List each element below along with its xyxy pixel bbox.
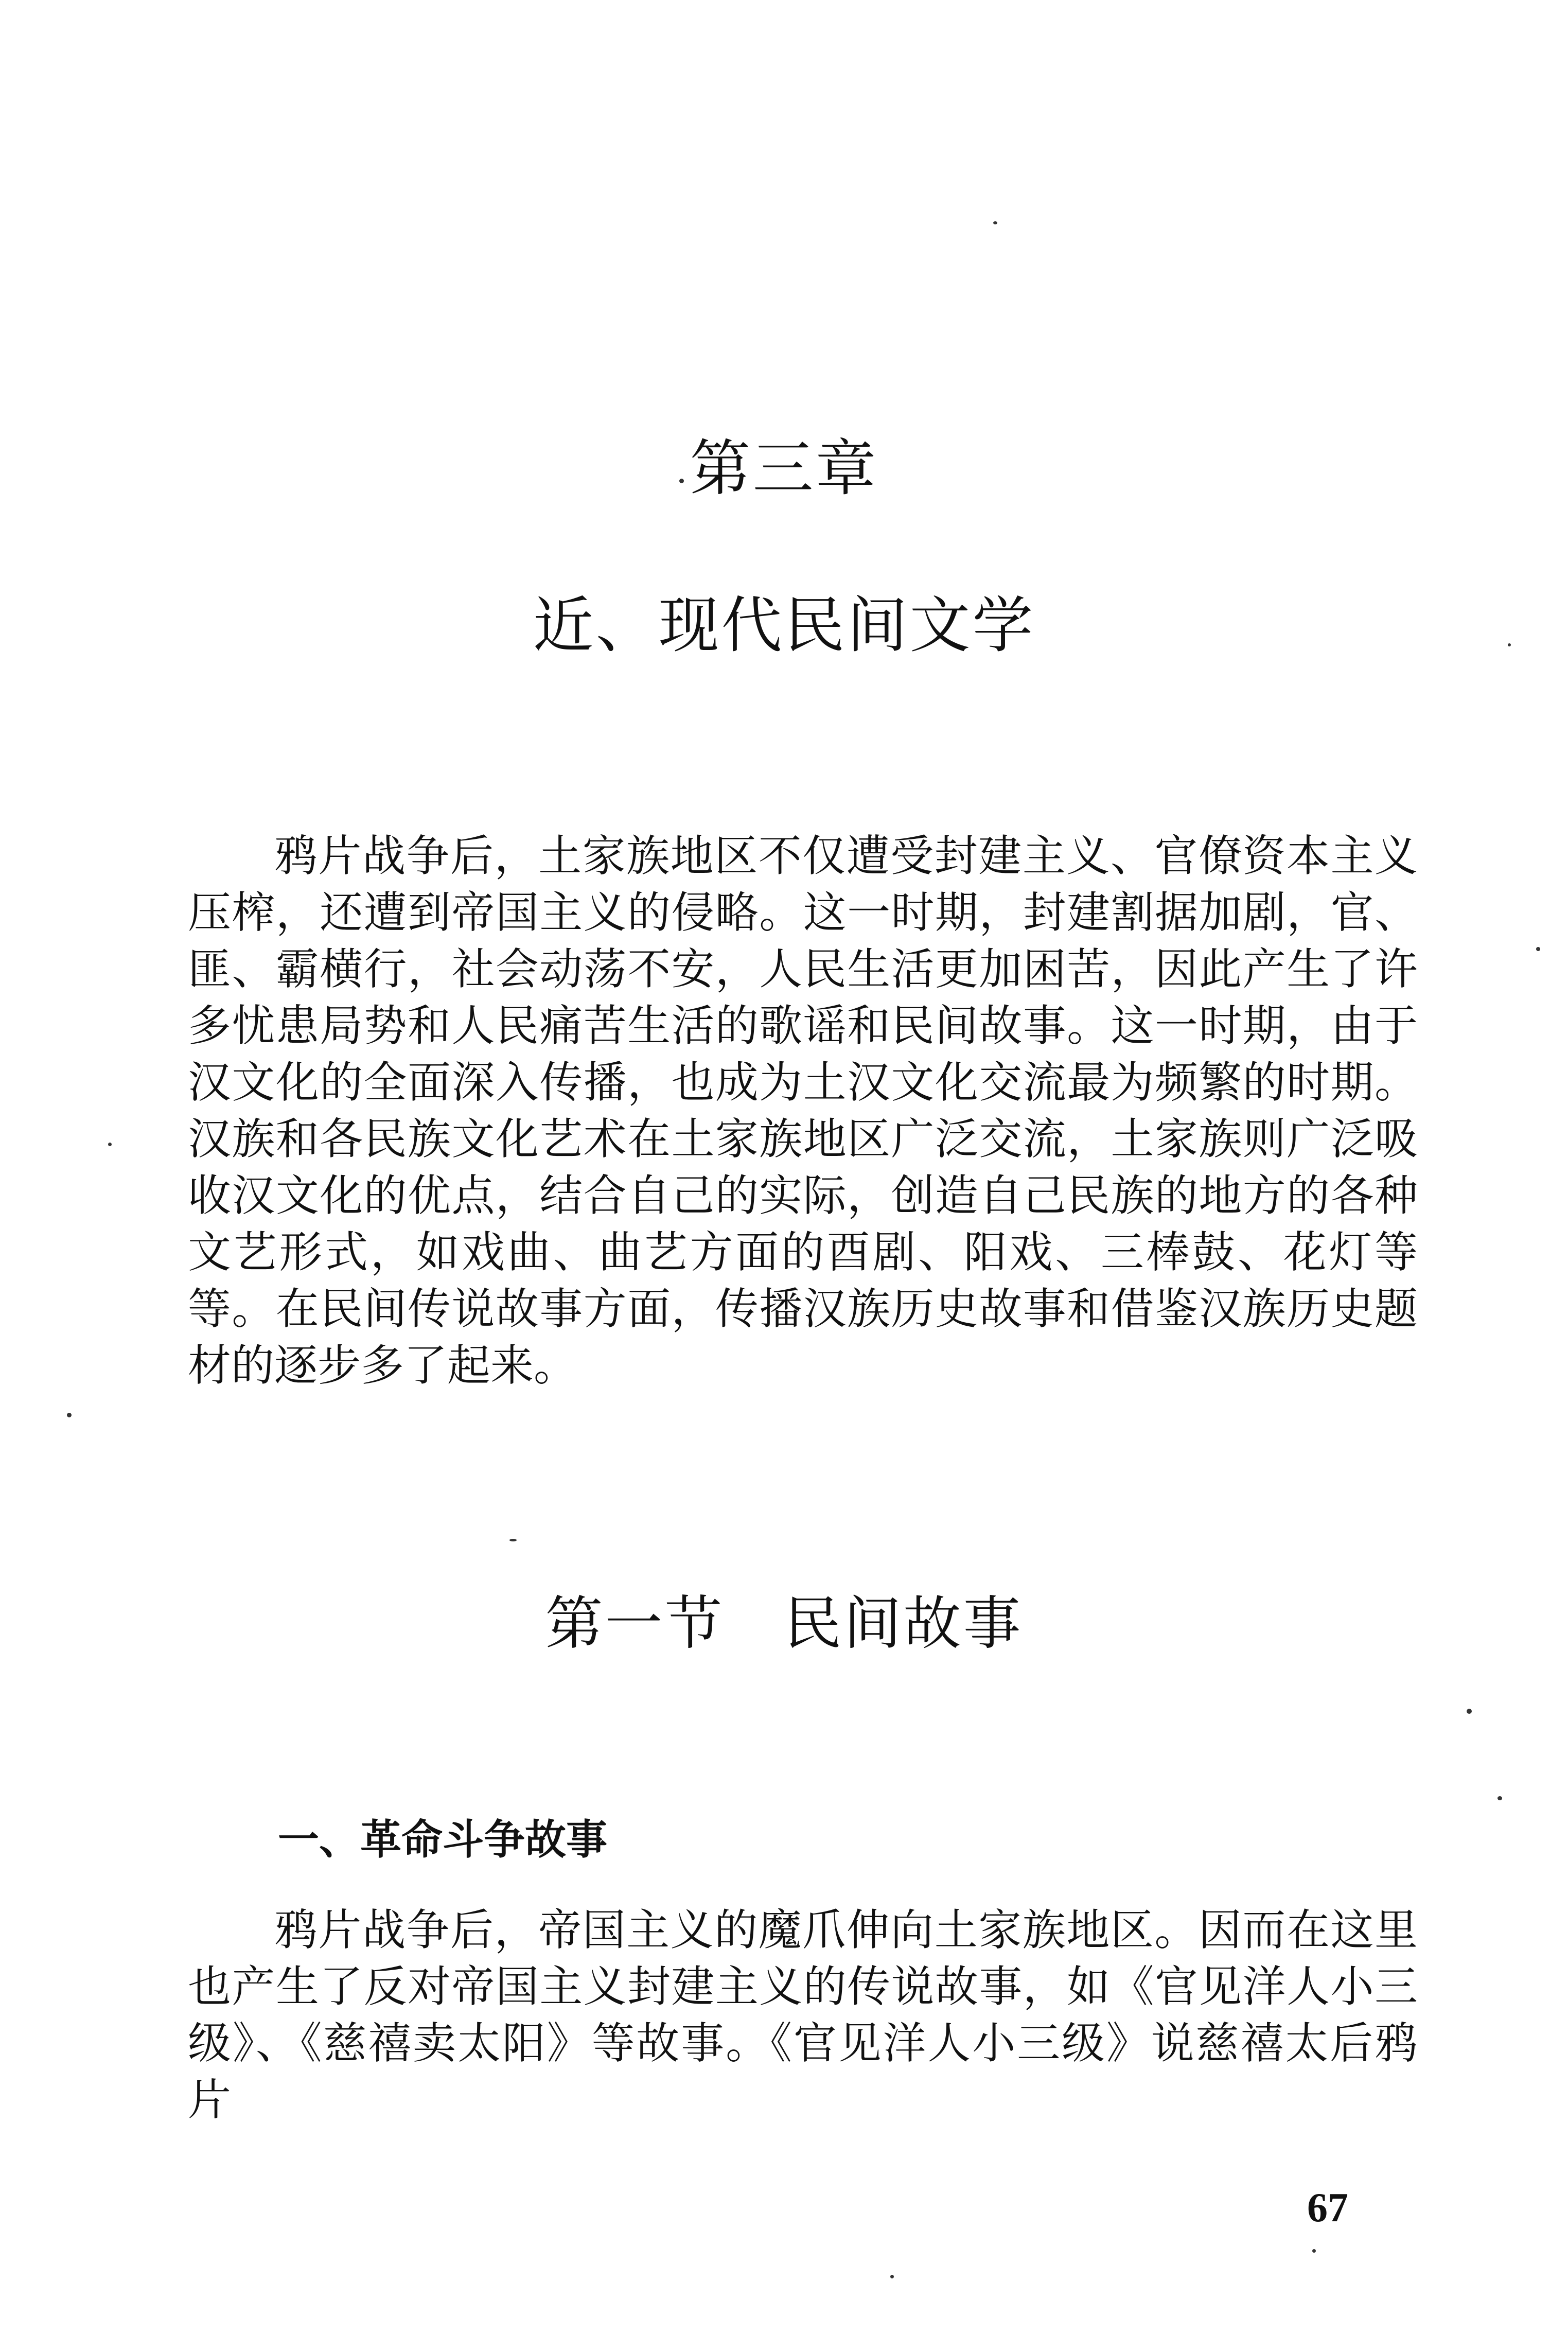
story-paragraph: 鸦片战争后，帝国主义的魔爪伸向土家族地区。因而在这里也产生了反对帝国主义封建主义的传说故事，如《官见洋人小三级》、《慈禧卖太阳》等故事。《官见洋人小三级》说慈禧太后鸦片	[188, 1905, 1418, 2125]
scan-speck	[890, 2275, 894, 2278]
scan-speck	[993, 221, 997, 224]
scan-speck	[108, 1143, 112, 1146]
scan-speck	[509, 1539, 517, 1541]
scan-speck	[1497, 1796, 1502, 1800]
scan-speck	[1536, 947, 1540, 951]
intro-paragraph: 鸦片战争后，土家族地区不仅遭受封建主义、官僚资本主义压榨，还遭到帝国主义的侵略。这一时期，封建割据加剧，官、匪、霸横行，社会动荡不安，人民生活更加困苦，因此产生了许多忧患局势和人民痛苦生活的歌谣和民间故事。这一时期，由于汉文化的全面深入传播，也成为土汉文化交流最为频繁的时期。汉族和各民族文化艺术在土家族地区广泛交流，土家族则广泛吸收汉文化的优点，结合自己的实际，创造自己民族的地方的各种文艺形式，如戏曲、曲艺方面的酉剧、阳戏、三棒鼓、花灯等等。在民间传说故事方面，传播汉族历史故事和借鉴汉族历史题材的逐步多了起来。	[188, 831, 1418, 1391]
scan-speck	[1508, 643, 1511, 646]
section-title: 第一节 民间故事	[545, 1590, 1023, 1657]
scan-speck	[1467, 1709, 1472, 1714]
scan-speck	[67, 1413, 72, 1417]
scan-speck	[679, 479, 684, 483]
page-number: 67	[1307, 2185, 1348, 2231]
chapter-number: 第三章	[690, 433, 878, 504]
chapter-title: 近、现代民间文学	[533, 590, 1035, 661]
subsection-title: 一、革命斗争故事	[278, 1816, 607, 1864]
scan-speck	[1312, 2249, 1316, 2253]
